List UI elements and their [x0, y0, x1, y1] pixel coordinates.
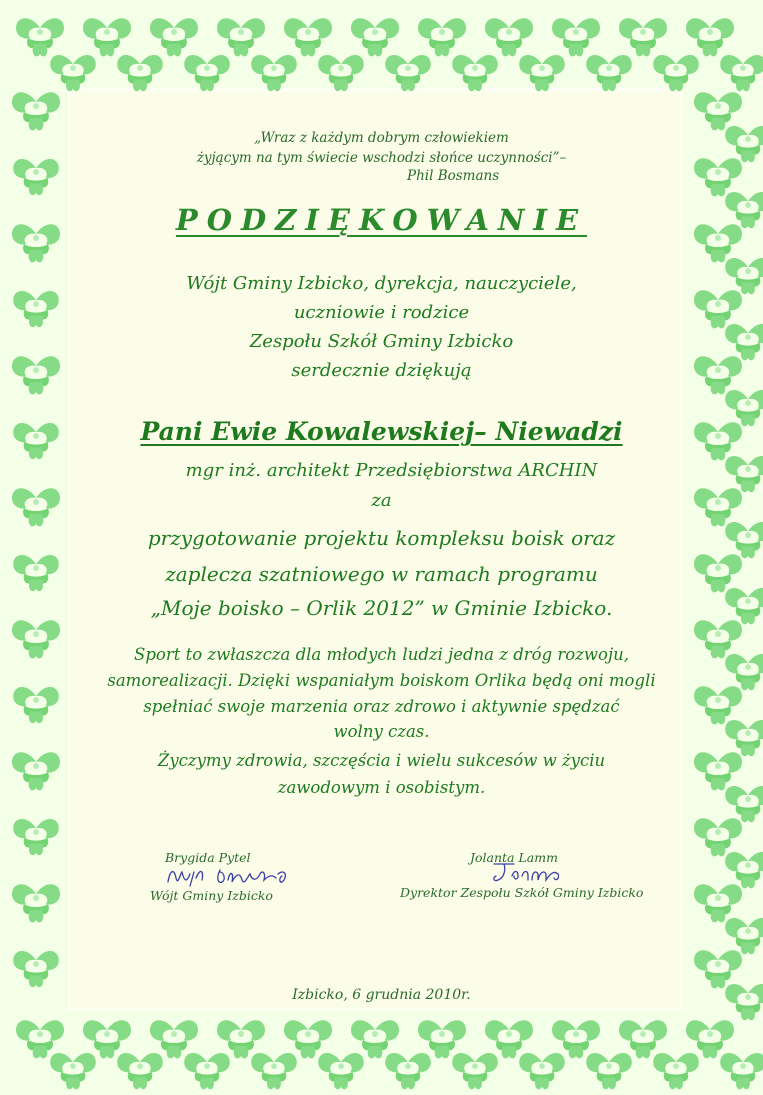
- flower-ornament: [150, 1020, 198, 1058]
- reason-line-3: „Moje boisko – Orlik 2012” w Gminie Izbicko.: [150, 596, 613, 620]
- flower-ornament: [385, 1053, 431, 1089]
- flower-ornament: [586, 1053, 632, 1089]
- certificate-title: PODZIĘKOWANIE: [175, 203, 588, 237]
- flower-ornament: [217, 18, 265, 56]
- flower-ornament: [83, 18, 131, 56]
- flower-ornament: [720, 1053, 763, 1089]
- flower-ornament: [418, 18, 466, 56]
- signatory-1-name: Brygida Pytel: [165, 850, 251, 865]
- recipient-title: mgr inż. architekt Przedsiębiorstwa ARCHIN: [185, 460, 598, 481]
- flower-ornament: [619, 18, 667, 56]
- flower-ornament: [217, 1020, 265, 1058]
- flower-ornament: [694, 950, 742, 988]
- message-line-6: zawodowym i osobistym.: [277, 778, 486, 797]
- flower-ornament: [485, 18, 533, 56]
- flower-ornament: [694, 884, 742, 922]
- message-line-4: wolny czas.: [333, 722, 430, 741]
- sender-line-3: Zespołu Szkół Gminy Izbicko: [249, 331, 514, 352]
- flower-ornament: [50, 55, 96, 91]
- flower-ornament: [452, 55, 498, 91]
- flower-ornament: [184, 55, 230, 91]
- flower-ornament: [586, 55, 632, 91]
- flower-ornament: [83, 1020, 131, 1058]
- flower-ornament: [552, 1020, 600, 1058]
- date-place: Izbicko, 6 grudnia 2010r.: [292, 987, 471, 1003]
- flower-ornament: [351, 18, 399, 56]
- signatory-2-title: Dyrektor Zespołu Szkół Gminy Izbicko: [400, 885, 644, 900]
- flower-ornament: [318, 55, 364, 91]
- message-line-5: Życzymy zdrowia, szczęścia i wielu sukcesów w życiu: [157, 751, 606, 770]
- flower-ornament: [694, 818, 742, 856]
- quote-line-2: żyjącym na tym świecie wschodzi słońce uczynności”–: [196, 150, 567, 166]
- flower-ornament: [686, 1020, 734, 1058]
- flower-ornament: [653, 1053, 699, 1089]
- flower-ornament: [418, 1020, 466, 1058]
- message-line-2: samorealizacji. Dzięki wspaniałym boiskom Orlika będą oni mogli: [107, 671, 656, 690]
- flower-ornament: [318, 1053, 364, 1089]
- recipient-name: Pani Ewie Kowalewskiej– Niewadzi: [140, 417, 623, 446]
- flower-ornament: [251, 55, 297, 91]
- flower-ornament: [251, 1053, 297, 1089]
- flower-ornament: [50, 1053, 96, 1089]
- flower-ornament: [12, 884, 60, 922]
- flower-ornament: [653, 55, 699, 91]
- quote-author: Phil Bosmans: [407, 168, 500, 184]
- reason-line-1: przygotowanie projektu kompleksu boisk oraz: [147, 526, 616, 550]
- for-word: za: [371, 490, 392, 511]
- flower-ornament: [686, 18, 734, 56]
- flower-ornament: [619, 1020, 667, 1058]
- flower-ornament: [725, 918, 763, 954]
- flower-ornament: [13, 951, 59, 987]
- flower-ornament: [16, 1020, 64, 1058]
- flower-ornament: [720, 55, 763, 91]
- flower-ornament: [150, 18, 198, 56]
- flower-ornament: [725, 852, 763, 888]
- flower-ornament: [117, 55, 163, 91]
- message-line-1: Sport to zwłaszcza dla młodych ludzi jedna z dróg rozwoju,: [134, 645, 629, 664]
- signatory-2-name: Jolanta Lamm: [470, 850, 558, 865]
- signature-2: [488, 860, 568, 886]
- flower-ornament: [552, 18, 600, 56]
- flower-ornament: [452, 1053, 498, 1089]
- quote-line-1: „Wraz z każdym dobrym człowiekiem: [254, 130, 509, 146]
- flower-ornament: [284, 18, 332, 56]
- flower-ornament: [16, 18, 64, 56]
- sender-line-2: uczniowie i rodzice: [293, 302, 470, 323]
- flower-ornament: [351, 1020, 399, 1058]
- flower-ornament: [519, 55, 565, 91]
- flower-ornament: [519, 1053, 565, 1089]
- flower-ornament: [184, 1053, 230, 1089]
- flower-ornament: [385, 55, 431, 91]
- flower-ornament: [12, 92, 60, 130]
- signatory-1-title: Wójt Gminy Izbicko: [150, 888, 273, 903]
- reason-line-2: zaplecza szatniowego w ramach programu: [165, 562, 598, 586]
- flower-ornament: [694, 92, 742, 130]
- sender-line-4: serdecznie dziękują: [291, 360, 472, 381]
- flower-ornament: [284, 1020, 332, 1058]
- flower-ornament: [13, 819, 59, 855]
- message-line-3: spełniać swoje marzenia oraz zdrowo i aktywnie spędzać: [143, 697, 620, 716]
- sender-line-1: Wójt Gminy Izbicko, dyrekcja, nauczyciele,: [186, 273, 577, 294]
- flower-ornament: [485, 1020, 533, 1058]
- flower-ornament: [117, 1053, 163, 1089]
